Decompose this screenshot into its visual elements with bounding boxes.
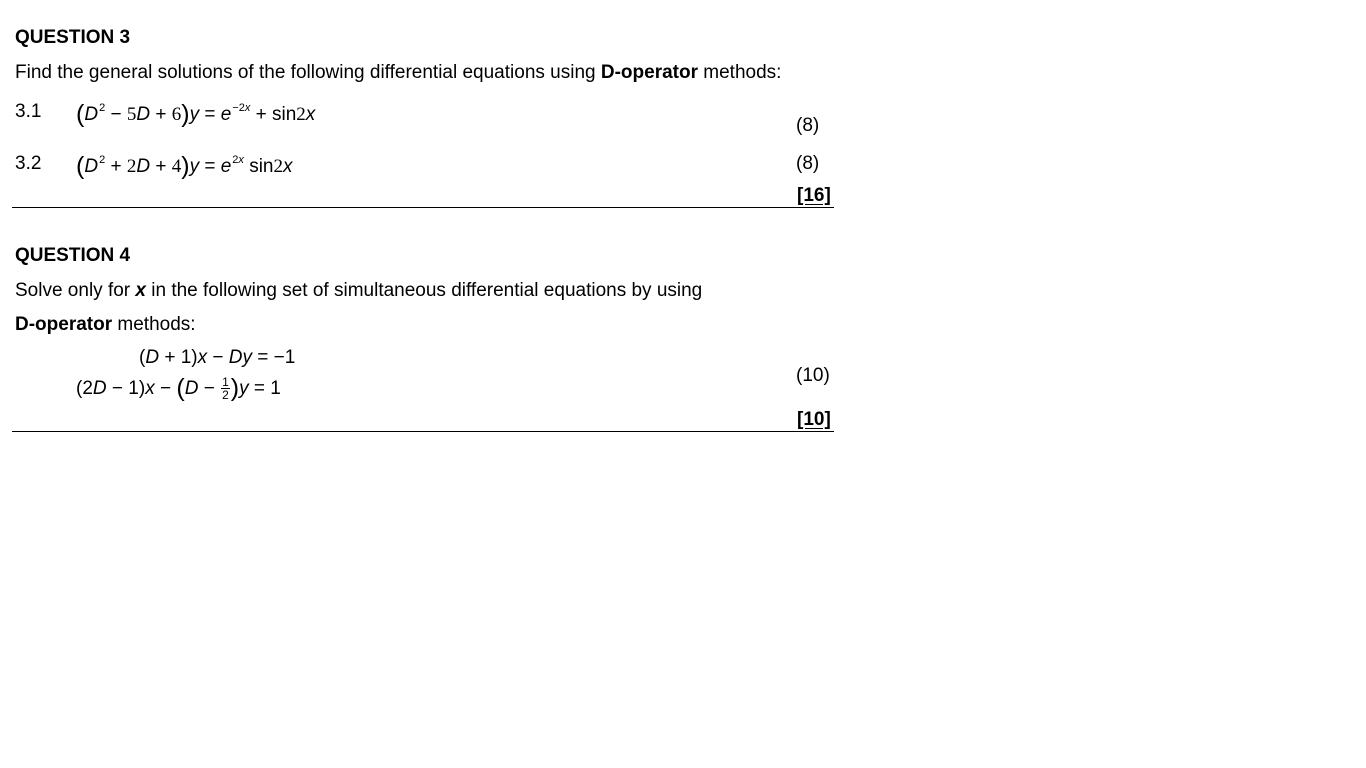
equation-4-2: (2D − 1)x − (D − $\frac{1}{2}$ )y = 1 [76,374,281,403]
instruction-bold: D-operator [600,62,698,83]
question-3-divider [12,207,834,208]
question-4-line-2 [15,315,196,334]
equation-3-2: $(D^2 + 2D + 4)y = e^{2x}$ sin2x [76,152,293,180]
equation-3-1: $(D^2 - 5D + 6)y = e^{-2x} + \sin 2x$ [76,100,316,128]
item-3-2-number: 3.2 [15,153,42,174]
instruction-prefix: Find the general solutions of the following differential equations using [15,62,601,83]
question-3-instruction [15,63,781,82]
line1-var: x [135,280,146,301]
line1-prefix: Solve only for [15,280,136,301]
question-3-total: [16] [797,185,831,206]
equation-4-1: (D + 1)x − Dy = −1 [139,347,296,368]
line2-suffix: methods: [112,314,196,335]
item-3-1-marks: (8) [796,115,820,136]
item-3-1-number: 3.1 [15,101,42,122]
question-4-heading: QUESTION 4 [15,245,131,266]
instruction-suffix: methods: [698,62,782,83]
line1-suffix: in the following set of simultaneous differential equations by using [145,280,703,301]
question-4-total: [10] [797,409,831,430]
question-4-divider [12,431,834,432]
item-3-2-marks: (8) [796,153,820,174]
line2-bold: D-operator [15,314,113,335]
question-4-line-1 [15,281,702,300]
question-4-marks: (10) [796,365,830,386]
question-3-heading: QUESTION 3 [15,27,131,48]
